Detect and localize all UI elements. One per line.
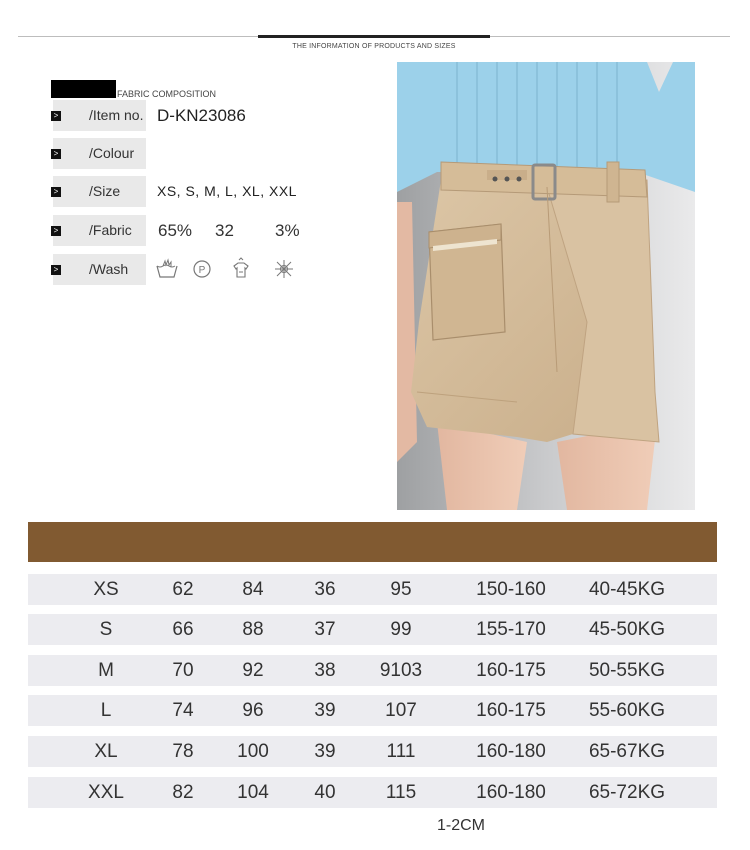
dry-clean-p-icon <box>189 257 215 281</box>
svg-text:P: P <box>198 265 206 276</box>
table-cell: 160-180 <box>476 741 546 762</box>
table-cell: XS <box>93 579 119 600</box>
spec-label-wash <box>53 254 146 285</box>
spec-label-text: /Item no. <box>89 107 144 123</box>
table-cell: 74 <box>172 700 194 721</box>
spec-row-fabric <box>49 215 379 246</box>
table-row <box>28 655 717 686</box>
spec-label-item <box>53 100 146 131</box>
arrow-icon: > <box>51 226 61 236</box>
table-cell: 65-72KG <box>588 782 666 803</box>
spec-row-size <box>49 176 379 207</box>
table-cell: 39 <box>314 741 336 762</box>
table-cell: 37 <box>314 619 336 640</box>
size-table-header <box>28 522 717 562</box>
spec-row-item <box>49 100 379 131</box>
table-cell: 9103 <box>379 660 423 681</box>
table-cell: 160-175 <box>476 700 546 721</box>
spec-label-text: /Size <box>89 183 121 199</box>
table-cell: 84 <box>242 579 264 600</box>
fabric-composition-label: FABRIC COMPOSITION <box>117 89 217 99</box>
table-cell: 65-67KG <box>588 741 666 762</box>
table-cell: L <box>100 700 112 721</box>
spec-label-fabric <box>53 215 146 246</box>
spec-row-colour <box>49 138 379 169</box>
table-cell: 40-45KG <box>588 579 666 600</box>
size-value: XS, S, M, L, XL, XXL <box>157 183 297 199</box>
table-cell: 66 <box>172 619 194 640</box>
arrow-icon: > <box>51 149 61 159</box>
table-cell: 36 <box>314 579 336 600</box>
hand-wash-icon <box>154 257 180 281</box>
table-cell: 96 <box>242 700 264 721</box>
table-cell: XXL <box>88 782 124 803</box>
table-cell: 104 <box>237 782 269 803</box>
fabric-percent-3: 3% <box>275 221 300 240</box>
table-cell: 155-170 <box>476 619 546 640</box>
fabric-percent-1: 65% <box>158 221 193 240</box>
table-cell: 100 <box>237 741 269 762</box>
table-cell: 50-55KG <box>588 660 666 681</box>
table-row <box>28 736 717 767</box>
page-title: THE INFORMATION OF PRODUCTS AND SIZES <box>292 43 456 50</box>
table-cell: 150-160 <box>476 579 546 600</box>
table-cell: 88 <box>242 619 264 640</box>
table-cell: S <box>99 619 113 640</box>
table-cell: 70 <box>172 660 194 681</box>
item-number-value: D-KN23086 <box>157 106 246 125</box>
table-cell: 82 <box>172 782 194 803</box>
product-photo <box>397 62 695 510</box>
table-cell: 55-60KG <box>588 700 666 721</box>
table-row <box>28 777 717 808</box>
spec-label-colour <box>53 138 146 169</box>
spec-row-wash <box>49 254 379 285</box>
table-cell: 160-175 <box>476 660 546 681</box>
spec-label-text: /Wash <box>89 261 129 277</box>
redaction-block <box>51 80 116 98</box>
fabric-percent-2: 32 <box>215 221 234 240</box>
table-cell: 92 <box>242 660 264 681</box>
table-row <box>28 614 717 645</box>
table-cell: 38 <box>314 660 336 681</box>
table-cell: 115 <box>385 782 417 803</box>
table-cell: 78 <box>172 741 194 762</box>
table-cell: XL <box>94 741 118 762</box>
arrow-icon: > <box>51 265 61 275</box>
table-cell: 111 <box>386 741 416 762</box>
top-rule-accent <box>258 35 490 38</box>
table-cell: 160-180 <box>476 782 546 803</box>
spec-label-text: /Fabric <box>89 222 132 238</box>
no-tumble-dry-icon <box>271 257 297 281</box>
ironing-icon <box>228 257 254 281</box>
table-cell: 62 <box>172 579 194 600</box>
arrow-icon: > <box>51 187 61 197</box>
table-cell: M <box>98 660 114 681</box>
table-cell: 99 <box>390 619 412 640</box>
measurement-footnote: 1-2CM <box>437 817 486 834</box>
table-row <box>28 574 717 605</box>
table-cell: 45-50KG <box>588 619 666 640</box>
table-cell: 39 <box>314 700 336 721</box>
arrow-icon: > <box>51 111 61 121</box>
table-row <box>28 695 717 726</box>
spec-label-text: /Colour <box>89 145 135 161</box>
spec-label-size <box>53 176 146 207</box>
table-cell: 95 <box>390 579 412 600</box>
table-cell: 107 <box>385 700 417 721</box>
table-cell: 40 <box>314 782 336 803</box>
